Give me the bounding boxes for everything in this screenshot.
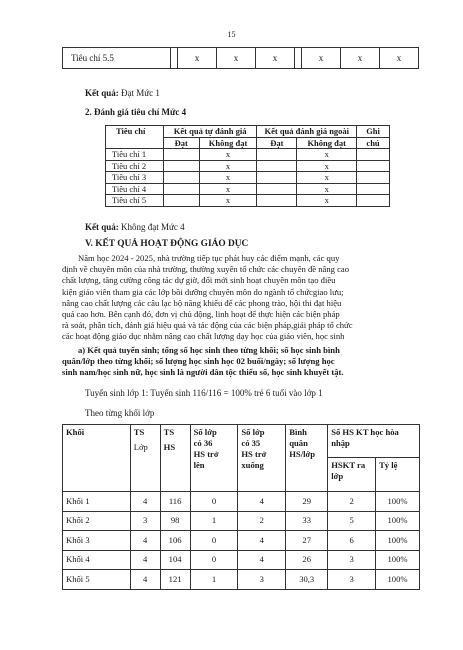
criteria-label: Tiêu chí 5.5 — [63, 48, 171, 69]
result-label: Kết quả: — [85, 88, 119, 98]
header-note-2: chú — [357, 137, 390, 149]
header-inclusive: Số HS KT học hòa nhập — [328, 425, 420, 458]
cell-ts-lop: 3 — [130, 511, 160, 531]
mark-cell: x — [217, 48, 256, 69]
cell-35: 4 — [238, 492, 286, 512]
section-v-title: V. KẾT QUẢ HOẠT ĐỘNG GIÁO DỤC — [85, 239, 249, 249]
header-pass: Đạt — [163, 137, 199, 149]
table-header-row — [63, 425, 420, 458]
header-outside-eval: Kết quả đánh giá ngoài — [257, 126, 357, 138]
cell-35: 3 — [238, 570, 286, 590]
result-value: Đạt Mức 1 — [118, 88, 160, 98]
cell-hskt: 3 — [328, 570, 376, 590]
paragraph-line: chất lượng, tăng cường công tác dự giờ, đổi mới sinh hoạt chuyên môn tạo điều — [62, 275, 336, 286]
criteria-name: Tiêu chí 2 — [106, 160, 164, 172]
result-label: Kết quả: — [85, 222, 119, 232]
table-row — [63, 492, 420, 512]
by-grade-line: Theo từng khối lớp — [85, 408, 155, 418]
cell-ratio: 100% — [376, 550, 420, 570]
cell-ratio: 100% — [376, 511, 420, 531]
heading-line: a) Kết quả tuyển sinh; tổng số học sinh theo từng khối; số học sinh bình — [78, 345, 340, 355]
enrollment-line: Tuyển sinh lớp 1: Tuyển sinh 116/116 = 100% trẻ 6 tuổi vào lớp 1 — [85, 388, 323, 398]
header-khoi: Khối — [63, 425, 131, 492]
paragraph-line: định về chuyên môn của nhà trường, thường xuyên tổ chức các chuyên đề nâng cao — [62, 264, 349, 275]
cell-hskt: 2 — [328, 492, 376, 512]
section-2-title: 2. Đánh giá tiêu chí Mức 4 — [85, 107, 187, 117]
result-value: Không đạt Mức 4 — [118, 222, 185, 232]
result-level-4 — [85, 221, 185, 233]
table-row — [63, 570, 420, 590]
cell-ratio: 100% — [376, 492, 420, 512]
mark-cell: x — [302, 48, 341, 69]
mark-cell: x — [178, 48, 217, 69]
cell-average: 26 — [286, 550, 328, 570]
page-number: 15 — [227, 30, 236, 39]
mark-cell: x — [380, 48, 419, 69]
mark-cell — [294, 48, 301, 69]
heading-line: quân/lớp theo từng khối; số lượng học sinh học 02 buổi/ngày; số lượng học — [62, 356, 335, 367]
cell-ts-hs: 98 — [160, 511, 190, 531]
header-ts-lop: TS Lớp — [130, 425, 160, 492]
table-header-row — [106, 126, 390, 138]
mark-cell: x — [256, 48, 295, 69]
cell-ts-hs: 116 — [160, 492, 190, 512]
header-fail: Không đạt — [199, 137, 257, 149]
result-level-1 — [85, 87, 160, 99]
header-ts-hs: TS HS — [160, 425, 190, 492]
mark-cell: x — [199, 149, 257, 161]
grade-name: Khối 2 — [63, 511, 131, 531]
mark-cell: x — [297, 183, 357, 195]
cell-36: 0 — [190, 531, 238, 551]
cell-35: 4 — [238, 531, 286, 551]
paragraph-line: rà soát, phân tích, đánh giá hiệu quả và tác động của các biện pháp,giải pháp tổ chức — [62, 320, 353, 331]
paragraph-line: kiện giáo viên tham gia các lớp bồi dưỡng chuyên môn do ngành tổ chứcgiao lưu; — [62, 286, 344, 297]
cell-ts-hs: 104 — [160, 550, 190, 570]
cell-35: 4 — [238, 550, 286, 570]
grade-name: Khối 5 — [63, 570, 131, 590]
mark-cell: x — [199, 195, 257, 207]
table-row — [106, 160, 390, 172]
cell-36: 0 — [190, 492, 238, 512]
mark-cell — [171, 48, 178, 69]
cell-ts-lop: 4 — [130, 570, 160, 590]
cell-ratio: 100% — [376, 570, 420, 590]
paragraph-line: nâng cao chất lượng các câu lạc bộ năng khiếu để các phong trào, hội thi đạt hiệu — [62, 297, 342, 308]
cell-35: 2 — [238, 511, 286, 531]
table-row — [106, 172, 390, 184]
paragraph-line: Năm học 2024 - 2025, nhà trường tiếp tục phát huy các điểm mạnh, các quy — [78, 253, 340, 263]
grade-statistics-table — [62, 424, 420, 590]
criteria-name: Tiêu chí 1 — [106, 149, 164, 161]
criteria-name: Tiêu chí 3 — [106, 172, 164, 184]
body-paragraph — [62, 253, 420, 343]
cell-36: 1 — [190, 511, 238, 531]
mark-cell: x — [199, 183, 257, 195]
subsection-a-heading — [62, 345, 420, 379]
header-note: Ghi — [357, 126, 390, 138]
criteria-name: Tiêu chí 4 — [106, 183, 164, 195]
cell-average: 27 — [286, 531, 328, 551]
header-class-36: Số lớp có 36 HS trở lên — [190, 425, 238, 492]
cell-hskt: 6 — [328, 531, 376, 551]
grade-name: Khối 1 — [63, 492, 131, 512]
header-average: Bình quân HS/lớp — [286, 425, 328, 492]
cell-ts-hs: 106 — [160, 531, 190, 551]
header-fail: Không đạt — [297, 137, 357, 149]
cell-ts-lop: 4 — [130, 550, 160, 570]
table-row — [63, 550, 420, 570]
criteria-name: Tiêu chí 5 — [106, 195, 164, 207]
header-pass: Đạt — [257, 137, 297, 149]
mark-cell: x — [341, 48, 380, 69]
table-row — [106, 195, 390, 207]
grade-name: Khối 4 — [63, 550, 131, 570]
cell-average: 30,3 — [286, 570, 328, 590]
table-row — [63, 531, 420, 551]
table-row — [106, 183, 390, 195]
header-self-eval: Kết quả tự đánh giá — [163, 126, 257, 138]
cell-36: 1 — [190, 570, 238, 590]
mark-cell: x — [297, 195, 357, 207]
mark-cell: x — [297, 160, 357, 172]
mark-cell: x — [297, 149, 357, 161]
mark-cell: x — [297, 172, 357, 184]
mark-cell: x — [199, 160, 257, 172]
level-4-evaluation-table — [105, 125, 390, 207]
header-ratio: Tỷ lệ — [376, 458, 420, 492]
cell-ts-hs: 121 — [160, 570, 190, 590]
cell-ts-lop: 4 — [130, 492, 160, 512]
heading-line: sinh nam/học sinh nữ, học sinh là người dân tộc thiểu số, học sinh khuyết tật. — [62, 367, 344, 378]
cell-hskt: 3 — [328, 550, 376, 570]
table-row — [63, 511, 420, 531]
cell-ratio: 100% — [376, 531, 420, 551]
header-criteria: Tiêu chí — [106, 126, 164, 149]
cell-36: 0 — [190, 550, 238, 570]
criteria-5-5-table — [62, 47, 419, 69]
table-row — [63, 48, 419, 69]
paragraph-line: các hoạt động giáo dục nhằm nâng cao chất lượng dạy học của giáo viên, học sinh — [62, 331, 345, 342]
cell-average: 29 — [286, 492, 328, 512]
header-class-35: Số lớp có 35 HS trở xuống — [238, 425, 286, 492]
cell-hskt: 5 — [328, 511, 376, 531]
header-hskt: HSKT ra lớp — [328, 458, 376, 492]
cell-average: 33 — [286, 511, 328, 531]
paragraph-line: quả cao hơn. Bên cạnh đó, đơn vị chủ động, linh hoạt để thực hiện các biện pháp — [62, 309, 340, 320]
table-row — [106, 149, 390, 161]
grade-name: Khối 3 — [63, 531, 131, 551]
cell-ts-lop: 4 — [130, 531, 160, 551]
mark-cell: x — [199, 172, 257, 184]
